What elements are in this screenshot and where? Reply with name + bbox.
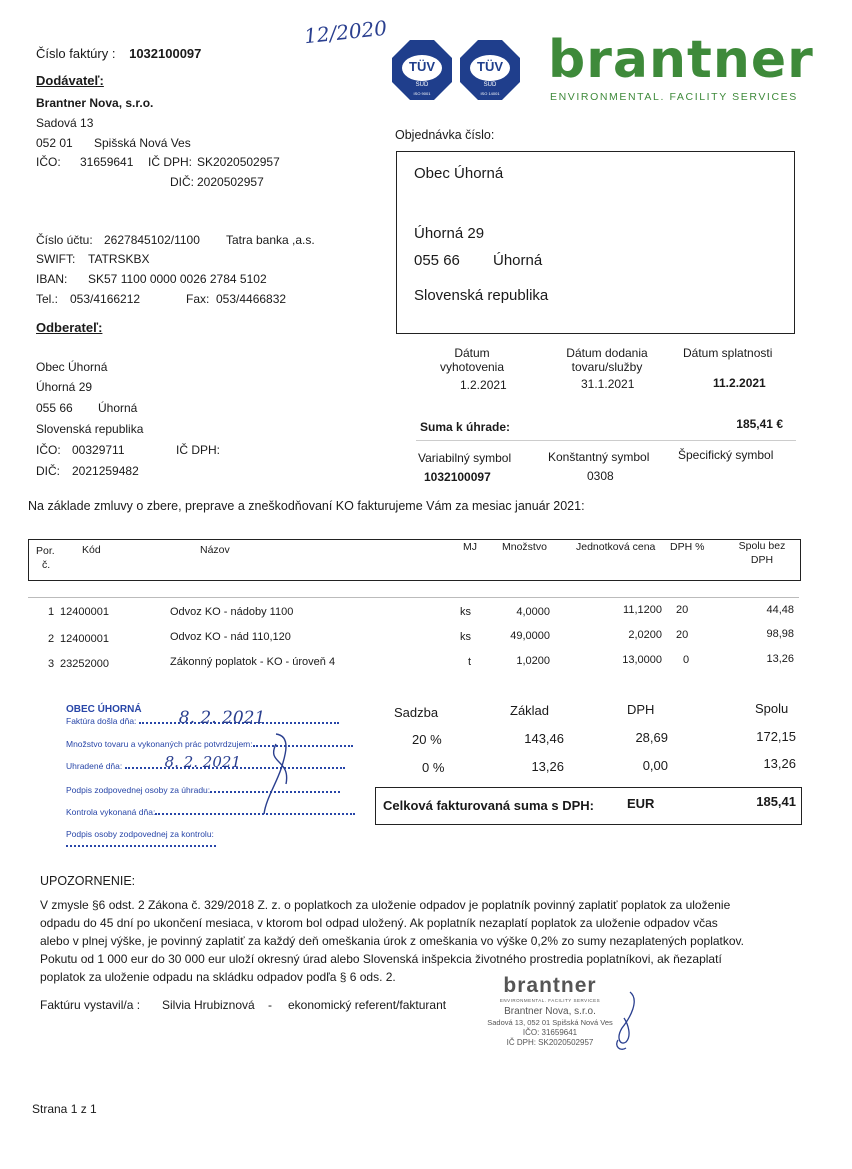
row-kod: 12400001: [60, 606, 109, 618]
supplier-icdph-label: IČ DPH:: [148, 155, 193, 169]
delivery-date: 31.1.2021: [581, 377, 635, 391]
vat-header-zaklad: Základ: [510, 703, 550, 718]
stamp-paid-date: 8. 2. 2021: [164, 753, 241, 771]
notice-text: V zmysle §6 odst. 2 Zákona č. 329/2018 Z. z. o poplatkoch za uloženie odpadov je poplatník povinný zaplatiť poplatok za uloženie odpadu do 45 dní po ukončení mesiaca, v ktorom bol odpad uložený. Ak poplatník nezaplatí poplatok za uloženie odpadov včas alebo v plnej výške, je povinný zaplatiť za každý deň omeškania úrok z omeškania vo výške 0,2% zo sumy nezaplatených poplatkov. Pokutu od 1 000 eur do 30 000 eur uloží okresný úrad alebo Slovenská inšpekcia životného prostredia poplatníkovi, ak ňezaplatí poplatok za uloženie odpadu na skládku odpadov podľa § 6 ods. 2.: [40, 898, 744, 984]
total-currency: EUR: [627, 796, 655, 811]
delivery-date-label: Dátum dodania tovaru/služby: [566, 346, 648, 374]
due-date: 11.2.2021: [713, 376, 766, 390]
issue-date: 1.2.2021: [460, 378, 507, 392]
row-mj: t: [468, 656, 472, 668]
issuer-name: Silvia Hrubiznová: [162, 998, 255, 1012]
supplier-zip: 052 01: [36, 136, 73, 150]
sum-divider: [416, 440, 796, 441]
company-stamp-address: Sadová 13, 052 01 Spišská Nová Ves: [487, 1018, 613, 1027]
table-row: [28, 625, 799, 649]
tuv-badge-icon: [390, 38, 454, 102]
supplier-city: Spišská Nová Ves: [94, 136, 191, 150]
supplier-icdph: SK2020502957: [197, 155, 280, 169]
row-kod: 12400001: [60, 633, 109, 645]
vat-row-dph: 0,00: [642, 758, 668, 773]
customer-dic-label: DIČ:: [36, 464, 60, 478]
svg-text:TÜV: TÜV: [409, 59, 435, 74]
customer-icdph-label: IČ DPH:: [176, 443, 221, 457]
row-dph: 20: [676, 629, 689, 641]
order-zip: 055 66: [414, 252, 460, 269]
row-kod: 23252000: [60, 658, 109, 670]
issuer-role: ekonomický referent/fakturant: [288, 998, 447, 1012]
issue-date-label: Dátum vyhotovenia: [439, 346, 505, 374]
header-nazov: Názov: [200, 544, 230, 556]
invoice-number-block: [36, 46, 201, 61]
swift-code: TATRSKBX: [88, 252, 150, 266]
tel-label: Tel.:: [36, 292, 59, 306]
vat-header-dph: DPH: [627, 702, 655, 717]
bank-name: Tatra banka ,a.s.: [226, 233, 315, 247]
order-country: Slovenská republika: [414, 287, 549, 304]
ss-label: Špecifický symbol: [678, 448, 774, 462]
vat-row-sadzba: 0 %: [422, 760, 445, 775]
customer-heading: Odberateľ:: [36, 320, 103, 335]
stamp-title: OBEC ÚHORNÁ: [66, 704, 142, 715]
stamp-signature: [236, 724, 306, 824]
stamp-paid-label: Uhradené dňa:: [66, 761, 123, 771]
row-mnozstvo: 1,0200: [516, 655, 550, 667]
page-number: Strana 1 z 1: [32, 1102, 97, 1116]
tuv-badge-icon: [458, 38, 522, 102]
table-row: [28, 597, 799, 622]
vat-row-zaklad: 13,26: [531, 759, 564, 774]
row-cena: 11,1200: [623, 604, 662, 616]
row-por: 3: [48, 658, 55, 670]
stamp-confirm-label: Množstvo tovaru a vykonaných prác potvrdzujem:: [66, 739, 253, 749]
municipality-stamp: [66, 704, 356, 849]
stamp-received-date: 8. 2. 2021: [178, 708, 266, 728]
svg-text:ISO 14001: ISO 14001: [480, 91, 500, 96]
row-nazov: Odvoz KO - nádoby 1100: [170, 606, 294, 618]
invoice-number-label: Číslo faktúry :: [36, 46, 116, 61]
vat-header-sadzba: Sadzba: [394, 705, 439, 720]
order-street: Úhorná 29: [414, 225, 485, 242]
ks-value: 0308: [587, 469, 614, 483]
invoice-number: 1032100097: [129, 46, 202, 61]
row-mj: ks: [460, 606, 471, 618]
vs-value: 1032100097: [424, 470, 491, 484]
handwritten-reference: 12/2020: [302, 15, 389, 49]
sum-amount: 185,41 €: [736, 417, 783, 431]
iban-number: SK57 1100 0000 0026 2784 5102: [88, 272, 267, 286]
supplier-ico-label: IČO:: [36, 155, 61, 169]
vat-row-spolu: 13,26: [763, 756, 796, 771]
stamp-check-date-label: Kontrola vykonaná dňa:: [66, 807, 156, 817]
customer-street: Úhorná 29: [36, 380, 93, 394]
total-label: Celková fakturovaná suma s DPH:: [383, 798, 594, 813]
stamp-received-label: Faktúra došla dňa:: [66, 716, 137, 726]
swift-label: SWIFT:: [36, 252, 76, 266]
row-mnozstvo: 49,0000: [510, 630, 550, 642]
tuv-iso9001-badge: [390, 38, 454, 102]
supplier-heading: Dodávateľ:: [36, 73, 104, 88]
customer-ico-label: IČO:: [36, 443, 61, 457]
company-stamp-name: Brantner Nova, s.r.o.: [504, 1006, 596, 1017]
customer-ico: 00329711: [72, 443, 125, 457]
issuer-dash: -: [268, 998, 272, 1012]
fax-label: Fax:: [186, 292, 210, 306]
tel-number: 053/4166212: [70, 292, 141, 306]
svg-text:SÜD: SÜD: [483, 82, 497, 88]
row-cena: 2,0200: [628, 629, 662, 641]
stamp-payment-signature-label: Podpis zodpovednej osoby za úhradu:: [66, 785, 211, 795]
row-dph: 0: [683, 654, 690, 666]
fax-number: 053/4466832: [216, 292, 287, 306]
svg-text:SÜD: SÜD: [415, 82, 429, 88]
header-mj: MJ: [463, 541, 477, 553]
row-mj: ks: [460, 631, 471, 643]
order-label: Objednávka číslo:: [395, 128, 495, 142]
iban-label: IBAN:: [36, 272, 68, 286]
row-cena: 13,0000: [622, 654, 662, 666]
vat-row-spolu: 172,15: [756, 729, 796, 744]
vat-row-zaklad: 143,46: [524, 731, 564, 746]
order-recipient: Obec Úhorná: [414, 165, 504, 182]
invoice-intro: Na základe zmluvy o zbere, preprave a zneškodňovaní KO fakturujeme Vám za mesiac január 2021:: [28, 499, 585, 513]
header-dph: DPH %: [670, 541, 705, 553]
tuv-iso14001-badge: [458, 38, 522, 102]
customer-name: Obec Úhorná: [36, 360, 108, 374]
company-stamp-tagline: ENVIRONMENTAL. FACILITY SERVICES: [499, 998, 601, 1003]
row-spolu: 44,48: [766, 604, 794, 616]
row-por: 2: [48, 633, 55, 645]
svg-text:TÜV: TÜV: [477, 59, 503, 74]
order-city: Úhorná: [493, 252, 543, 269]
supplier-dic-label: DIČ:: [170, 175, 194, 189]
table-row: [28, 650, 799, 674]
vat-header-spolu: Spolu: [755, 701, 789, 716]
company-stamp-logo: brantner: [503, 974, 597, 997]
row-nazov: Odvoz KO - nád 110,120: [170, 631, 291, 643]
total-amount: 185,41: [756, 794, 796, 809]
supplier-street: Sadová 13: [36, 116, 94, 130]
issuer-label: Faktúru vystavil/a :: [40, 998, 141, 1012]
header-cena: Jednotková cena: [576, 541, 656, 553]
brantner-logo: brantner: [548, 30, 814, 90]
ks-label: Konštantný symbol: [548, 450, 650, 464]
account-label: Číslo účtu:: [36, 233, 93, 247]
row-mnozstvo: 4,0000: [516, 606, 550, 618]
notice-heading: UPOZORNENIE:: [40, 874, 136, 888]
vs-label: Variabilný symbol: [418, 451, 512, 465]
header-kod: Kód: [82, 544, 101, 556]
row-spolu: 13,26: [766, 653, 794, 665]
header-mnozstvo: Množstvo: [502, 541, 547, 553]
customer-country: Slovenská republika: [36, 422, 144, 436]
account-number: 2627845102/1100: [104, 233, 200, 247]
company-stamp-icdph: IČ DPH: SK2020502957: [506, 1038, 594, 1047]
customer-dic: 2021259482: [72, 464, 139, 478]
vat-row-dph: 28,69: [635, 730, 668, 745]
row-dph: 20: [676, 604, 689, 616]
supplier-dic: 2020502957: [197, 175, 264, 189]
brantner-tagline: ENVIRONMENTAL. FACILITY SERVICES: [550, 91, 798, 103]
supplier-ico: 31659641: [80, 155, 134, 169]
header-por: Por. č.: [36, 545, 55, 571]
vat-row-sadzba: 20 %: [412, 732, 442, 747]
row-spolu: 98,98: [766, 628, 794, 640]
row-nazov: Zákonný poplatok - KO - úroveň 4: [170, 656, 336, 668]
supplier-name: Brantner Nova, s.r.o.: [36, 96, 154, 110]
company-stamp-ico: IČO: 31659641: [522, 1028, 578, 1037]
sum-label: Suma k úhrade:: [420, 420, 511, 434]
due-date-label: Dátum splatnosti: [683, 346, 773, 360]
customer-city: Úhorná: [98, 401, 138, 415]
row-por: 1: [48, 606, 55, 618]
stamp-check-signature-label: Podpis osoby zodpovednej za kontrolu:: [66, 829, 214, 839]
issuer-signature: [600, 988, 650, 1058]
svg-text:ISO 9001: ISO 9001: [413, 91, 431, 96]
header-spolu: Spolu bez DPH: [738, 540, 786, 566]
customer-zip: 055 66: [36, 401, 73, 415]
